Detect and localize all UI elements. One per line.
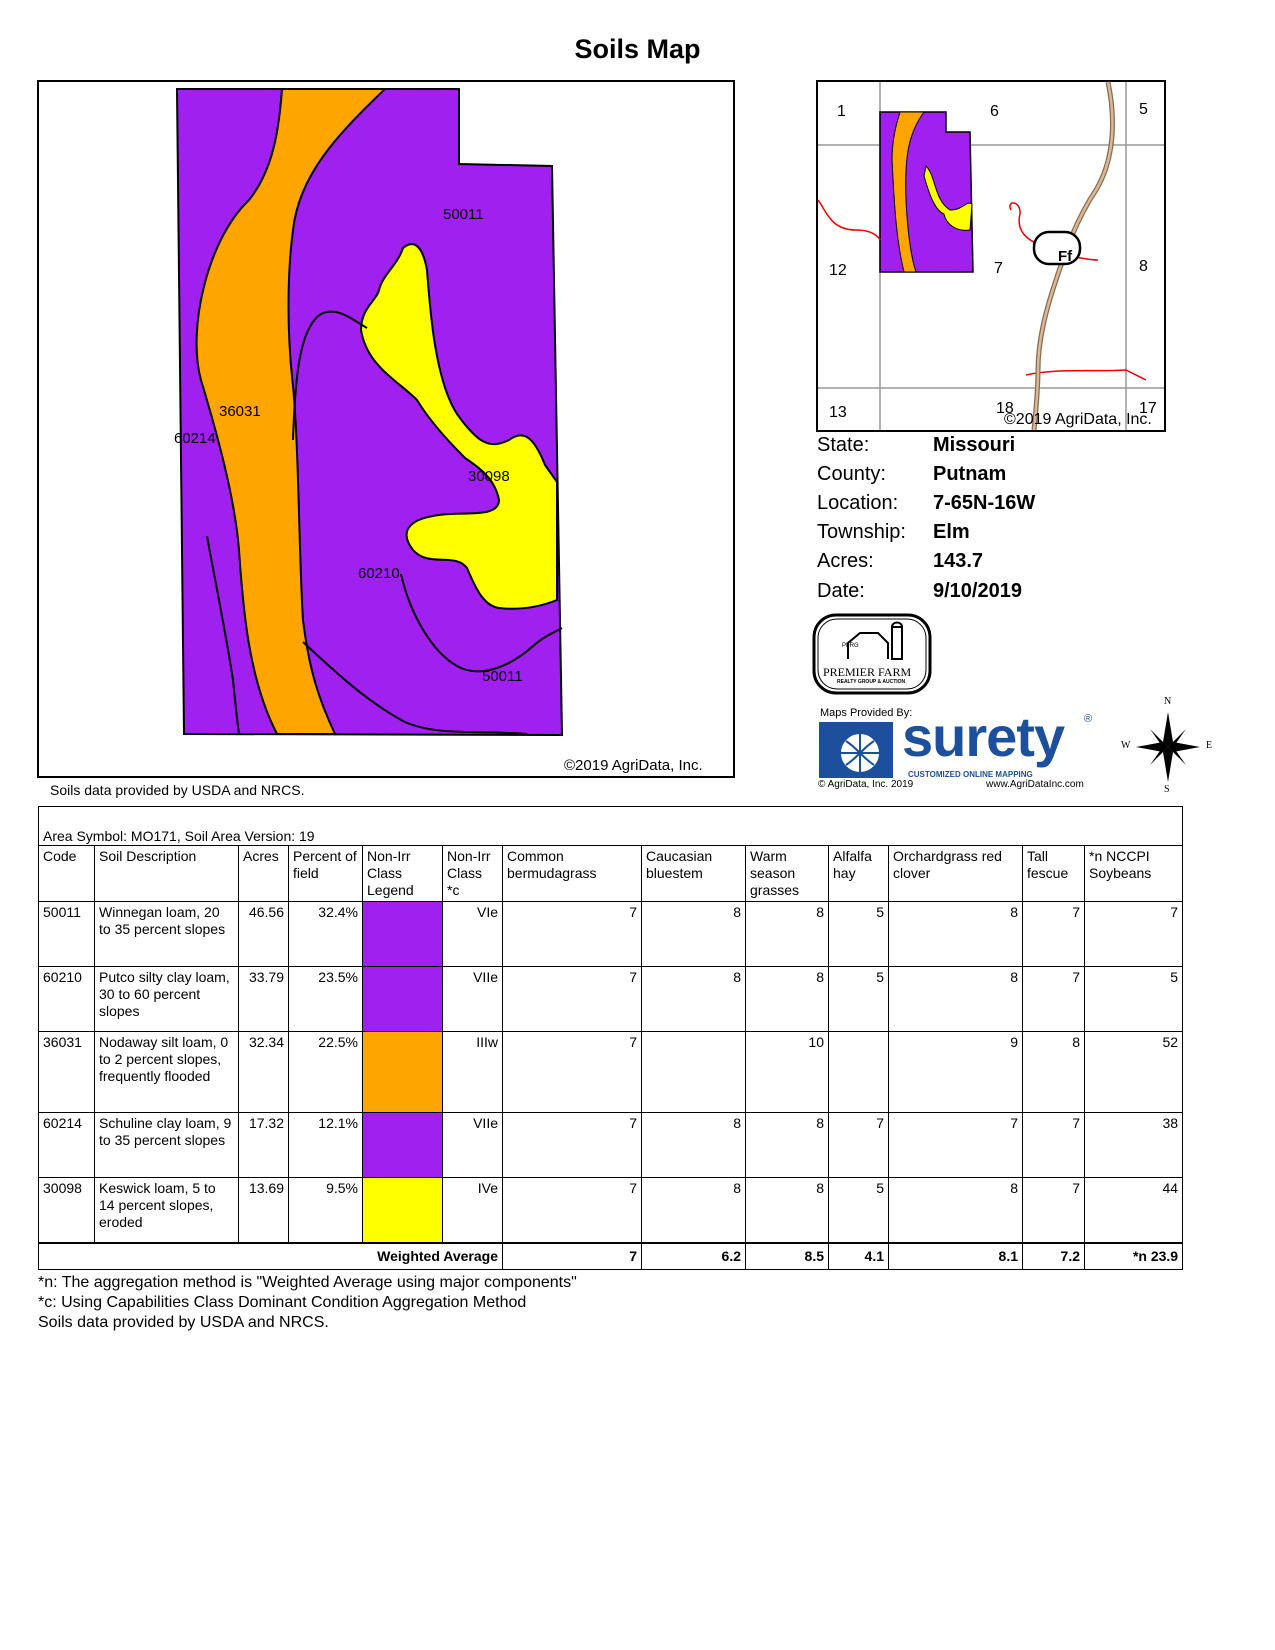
section-number: 6 xyxy=(990,103,999,120)
area-symbol: Area Symbol: MO171, Soil Area Version: 19 xyxy=(39,807,1183,846)
main-map-caption: Soils data provided by USDA and NRCS. xyxy=(50,782,305,798)
cell-acres: 32.34 xyxy=(239,1032,289,1113)
cell-berm: 7 xyxy=(503,967,642,1032)
section-number: 18 xyxy=(996,400,1014,417)
column-header: Warm season grasses xyxy=(746,846,829,902)
table-row xyxy=(39,902,1183,967)
table-row xyxy=(39,1178,1183,1244)
legend-swatch xyxy=(363,967,443,1032)
main-soils-map xyxy=(37,80,735,778)
info-label-acres: Acres: xyxy=(817,550,874,572)
column-header: Common bermudagrass xyxy=(503,846,642,902)
cell-desc: Nodaway silt loam, 0 to 2 percent slopes, frequently flooded xyxy=(95,1032,239,1113)
cell-tall: 7 xyxy=(1023,902,1085,967)
cell-warm: 8 xyxy=(746,1178,829,1244)
info-label-county: County: xyxy=(817,463,886,485)
cell-alf xyxy=(829,1032,889,1113)
premier-small-text: PFRG xyxy=(842,643,859,649)
cell-cls: IIIw xyxy=(443,1032,503,1113)
locator-map xyxy=(816,80,1166,432)
cell-pct: 32.4% xyxy=(289,902,363,967)
map-label-50011-b: 50011 xyxy=(482,668,523,685)
compass-n: N xyxy=(1164,696,1172,707)
cell-acres: 13.69 xyxy=(239,1178,289,1244)
info-value-location: 7-65N-16W xyxy=(933,492,1036,514)
column-header: Non-Irr Class *c xyxy=(443,846,503,902)
cell-code: 60210 xyxy=(39,967,95,1032)
info-label-state: State: xyxy=(817,434,870,456)
cell-cauc xyxy=(642,1032,746,1113)
footnote: *n: The aggregation method is "Weighted Average using major components" xyxy=(38,1274,577,1291)
column-header: *n NCCPI Soybeans xyxy=(1085,846,1183,902)
cell-cauc: 8 xyxy=(642,967,746,1032)
cell-acres: 33.79 xyxy=(239,967,289,1032)
cell-nccpi: 5 xyxy=(1085,967,1183,1032)
cell-berm: 7 xyxy=(503,1178,642,1244)
surety-tagline: CUSTOMIZED ONLINE MAPPING xyxy=(908,770,1033,779)
cell-alf: 5 xyxy=(829,967,889,1032)
map-label-60214: 60214 xyxy=(174,430,216,447)
wa-cell: 7 xyxy=(503,1243,642,1270)
cell-acres: 46.56 xyxy=(239,902,289,967)
cell-warm: 8 xyxy=(746,967,829,1032)
wa-cell: *n 23.9 xyxy=(1085,1243,1183,1270)
cell-alf: 5 xyxy=(829,1178,889,1244)
cell-acres: 17.32 xyxy=(239,1113,289,1178)
info-value-township: Elm xyxy=(933,521,970,543)
cell-pct: 22.5% xyxy=(289,1032,363,1113)
cell-berm: 7 xyxy=(503,1113,642,1178)
table-row xyxy=(39,1113,1183,1178)
cell-orch: 8 xyxy=(889,967,1023,1032)
footnotes xyxy=(38,1273,577,1333)
column-header: Tall fescue xyxy=(1023,846,1085,902)
info-value-date: 9/10/2019 xyxy=(933,580,1022,602)
legend-swatch xyxy=(363,1178,443,1244)
cell-cls: VIIe xyxy=(443,1113,503,1178)
weighted-average-row xyxy=(39,1243,1183,1270)
locator-map-copyright: ©2019 AgriData, Inc. xyxy=(1004,411,1152,428)
table-row xyxy=(39,1032,1183,1113)
map-label-60210: 60210 xyxy=(358,565,400,582)
cell-cls: VIIe xyxy=(443,967,503,1032)
section-number: 8 xyxy=(1139,258,1148,275)
cell-orch: 9 xyxy=(889,1032,1023,1113)
info-value-acres: 143.7 xyxy=(933,550,984,572)
section-number: 13 xyxy=(829,404,847,421)
surety-logo xyxy=(816,707,1106,793)
cell-berm: 7 xyxy=(503,902,642,967)
compass-w: W xyxy=(1121,740,1131,751)
premier-farm-logo xyxy=(812,613,932,695)
cell-alf: 5 xyxy=(829,902,889,967)
cell-cauc: 8 xyxy=(642,1113,746,1178)
footnote: *c: Using Capabilities Class Dominant Condition Aggregation Method xyxy=(38,1294,527,1311)
cell-cls: VIe xyxy=(443,902,503,967)
legend-swatch xyxy=(363,902,443,967)
column-header: Non-Irr Class Legend xyxy=(363,846,443,902)
cell-code: 50011 xyxy=(39,902,95,967)
wa-cell: 8.1 xyxy=(889,1243,1023,1270)
cell-desc: Keswick loam, 5 to 14 percent slopes, eroded xyxy=(95,1178,239,1244)
cell-cauc: 8 xyxy=(642,902,746,967)
footnote: Soils data provided by USDA and NRCS. xyxy=(38,1314,329,1331)
section-number: 1 xyxy=(837,103,846,120)
surety-reg: ® xyxy=(1084,713,1093,725)
section-number: 5 xyxy=(1139,101,1148,118)
cell-berm: 7 xyxy=(503,1032,642,1113)
column-header: Alfalfa hay xyxy=(829,846,889,902)
cell-pct: 12.1% xyxy=(289,1113,363,1178)
cell-cauc: 8 xyxy=(642,1178,746,1244)
main-map-copyright: ©2019 AgriData, Inc. xyxy=(564,757,703,774)
column-header: Code xyxy=(39,846,95,902)
cell-tall: 7 xyxy=(1023,1113,1085,1178)
cell-orch: 8 xyxy=(889,902,1023,967)
soil-table xyxy=(38,806,1183,1270)
wa-cell: 7.2 xyxy=(1023,1243,1085,1270)
cell-nccpi: 38 xyxy=(1085,1113,1183,1178)
surety-copyright: © AgriData, Inc. 2019 xyxy=(818,779,914,790)
cell-desc: Schuline clay loam, 9 to 35 percent slopes xyxy=(95,1113,239,1178)
legend-swatch xyxy=(363,1113,443,1178)
cell-code: 60214 xyxy=(39,1113,95,1178)
info-value-county: Putnam xyxy=(933,463,1007,485)
premier-sub: REALTY GROUP & AUCTION xyxy=(837,679,906,685)
weighted-average-label: Weighted Average xyxy=(39,1243,503,1270)
road-label: Ff xyxy=(1058,248,1073,265)
cell-code: 30098 xyxy=(39,1178,95,1244)
cell-desc: Putco silty clay loam, 30 to 60 percent slopes xyxy=(95,967,239,1032)
soil-table-container xyxy=(38,806,1182,1263)
compass-rose-icon xyxy=(1118,696,1218,795)
cell-pct: 9.5% xyxy=(289,1178,363,1244)
wa-cell: 4.1 xyxy=(829,1243,889,1270)
cell-nccpi: 52 xyxy=(1085,1032,1183,1113)
cell-tall: 7 xyxy=(1023,967,1085,1032)
map-label-36031: 36031 xyxy=(219,403,261,420)
table-row xyxy=(39,967,1183,1032)
cell-alf: 7 xyxy=(829,1113,889,1178)
legend-swatch xyxy=(363,1032,443,1113)
cell-cls: IVe xyxy=(443,1178,503,1244)
cell-nccpi: 7 xyxy=(1085,902,1183,967)
section-number: 7 xyxy=(994,260,1003,277)
cell-orch: 7 xyxy=(889,1113,1023,1178)
cell-tall: 8 xyxy=(1023,1032,1085,1113)
cell-pct: 23.5% xyxy=(289,967,363,1032)
info-label-township: Township: xyxy=(817,521,906,543)
column-header: Orchardgrass red clover xyxy=(889,846,1023,902)
cell-tall: 7 xyxy=(1023,1178,1085,1244)
cell-desc: Winnegan loam, 20 to 35 percent slopes xyxy=(95,902,239,967)
wa-cell: 8.5 xyxy=(746,1243,829,1270)
compass-e: E xyxy=(1206,740,1213,751)
section-number: 17 xyxy=(1139,400,1157,417)
info-value-state: Missouri xyxy=(933,434,1016,456)
cell-warm: 8 xyxy=(746,902,829,967)
cell-code: 36031 xyxy=(39,1032,95,1113)
column-header: Soil Description xyxy=(95,846,239,902)
cell-warm: 8 xyxy=(746,1113,829,1178)
column-header: Percent of field xyxy=(289,846,363,902)
info-label-date: Date: xyxy=(817,580,865,602)
globe-icon xyxy=(818,721,894,779)
table-header-row xyxy=(39,846,1183,902)
section-number: 12 xyxy=(829,262,847,279)
map-label-50011: 50011 xyxy=(443,206,484,223)
cell-orch: 8 xyxy=(889,1178,1023,1244)
surety-wordmark: surety xyxy=(902,705,1065,768)
info-label-location: Location: xyxy=(817,492,899,514)
wa-cell: 6.2 xyxy=(642,1243,746,1270)
map-label-30098: 30098 xyxy=(468,468,510,485)
premier-name: PREMIER FARM xyxy=(823,665,912,679)
page-title: Soils Map xyxy=(574,34,701,64)
column-header: Caucasian bluestem xyxy=(642,846,746,902)
maps-provided-by: Maps Provided By: xyxy=(820,707,913,719)
cell-warm: 10 xyxy=(746,1032,829,1113)
cell-nccpi: 44 xyxy=(1085,1178,1183,1244)
column-header: Acres xyxy=(239,846,289,902)
compass-s: S xyxy=(1164,784,1170,795)
surety-website: www.AgriDataInc.com xyxy=(986,779,1084,790)
